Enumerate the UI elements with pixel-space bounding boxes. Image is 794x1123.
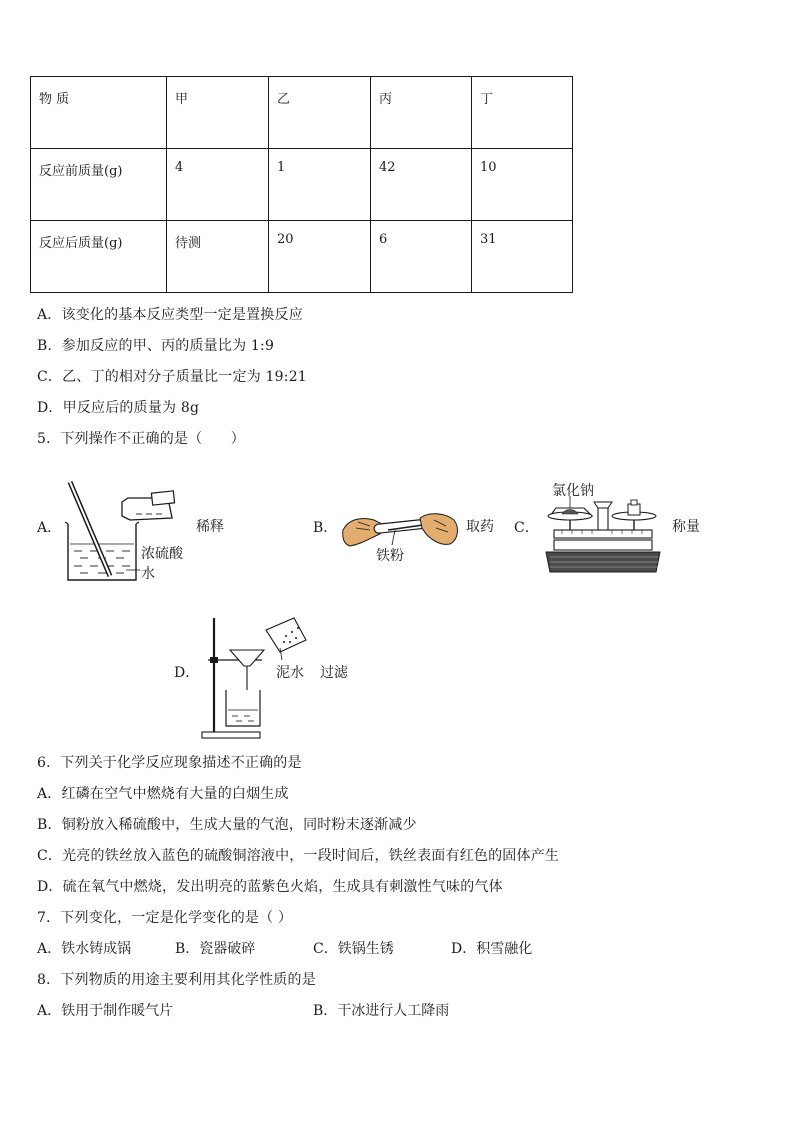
table-cell: 31 bbox=[472, 221, 573, 293]
label-sodium-chloride: 氯化钠 bbox=[552, 483, 594, 499]
q6-option-a: A．红磷在空气中燃烧有大量的白烟生成 bbox=[37, 786, 289, 802]
table-cell: 丙 bbox=[371, 77, 472, 149]
q6-option-d: D．硫在氧气中燃烧，发出明亮的蓝紫色火焰，生成具有刺激性气味的气体 bbox=[37, 879, 503, 895]
label-filter: 过滤 bbox=[320, 665, 348, 681]
balance-illustration bbox=[542, 496, 666, 576]
q5-option-d-letter: D． bbox=[174, 665, 200, 681]
q5-option-a-letter: A． bbox=[37, 520, 62, 536]
table-cell: 6 bbox=[371, 221, 472, 293]
q5-stem: 5．下列操作不正确的是（ ） bbox=[37, 431, 245, 447]
label-water: 水 bbox=[141, 566, 155, 582]
q5-option-c-letter: C． bbox=[514, 520, 539, 536]
q6-option-c: C．光亮的铁丝放入蓝色的硫酸铜溶液中，一段时间后，铁丝表面有红色的固体产生 bbox=[37, 848, 560, 864]
table-cell: 4 bbox=[167, 149, 269, 221]
table-cell: 反应前质量(g) bbox=[31, 149, 167, 221]
table-cell: 42 bbox=[371, 149, 472, 221]
q8-option-a: A．铁用于制作暖气片 bbox=[37, 1003, 174, 1019]
q7-option-c: C．铁锅生锈 bbox=[313, 941, 394, 957]
q4-option-b: B．参加反应的甲、丙的质量比为 1:9 bbox=[37, 338, 275, 354]
q7-option-d: D．积雪融化 bbox=[451, 941, 533, 957]
q7-option-b: B．瓷器破碎 bbox=[175, 941, 256, 957]
q8-stem: 8．下列物质的用途主要利用其化学性质的是 bbox=[37, 972, 316, 988]
q5-option-b-letter: B． bbox=[313, 520, 338, 536]
q4-option-c: C．乙、丁的相对分子质量比一定为 19:21 bbox=[37, 369, 307, 385]
table-header-row bbox=[31, 77, 573, 149]
table-cell: 10 bbox=[472, 149, 573, 221]
table-cell: 1 bbox=[269, 149, 371, 221]
label-weigh: 称量 bbox=[672, 519, 700, 535]
dilution-illustration bbox=[60, 478, 200, 588]
table-cell: 甲 bbox=[167, 77, 269, 149]
label-dilute: 稀释 bbox=[196, 519, 224, 535]
table-cell: 丁 bbox=[472, 77, 573, 149]
q7-stem: 7．下列变化，一定是化学变化的是（ ） bbox=[37, 910, 293, 926]
table-cell: 待测 bbox=[167, 221, 269, 293]
table-row bbox=[31, 221, 573, 293]
label-iron-powder: 铁粉 bbox=[376, 548, 404, 564]
label-conc-sulfuric-acid: 浓硫酸 bbox=[141, 546, 183, 562]
q8-option-b: B．干冰进行人工降雨 bbox=[313, 1003, 450, 1019]
table-row bbox=[31, 149, 573, 221]
label-muddy-water: 泥水 bbox=[276, 665, 304, 681]
label-take-medicine: 取药 bbox=[466, 519, 494, 535]
table-cell: 物 质 bbox=[31, 77, 167, 149]
q4-option-a: A．该变化的基本反应类型一定是置换反应 bbox=[37, 307, 303, 323]
q4-option-d: D．甲反应后的质量为 8g bbox=[37, 400, 200, 416]
q6-stem: 6．下列关于化学反应现象描述不正确的是 bbox=[37, 755, 302, 771]
q6-option-b: B．铜粉放入稀硫酸中，生成大量的气泡，同时粉末逐渐减少 bbox=[37, 817, 417, 833]
table-cell: 反应后质量(g) bbox=[31, 221, 167, 293]
q7-option-a: A．铁水铸成锅 bbox=[37, 941, 132, 957]
table-cell: 乙 bbox=[269, 77, 371, 149]
table-cell: 20 bbox=[269, 221, 371, 293]
reaction-mass-table bbox=[30, 76, 573, 293]
